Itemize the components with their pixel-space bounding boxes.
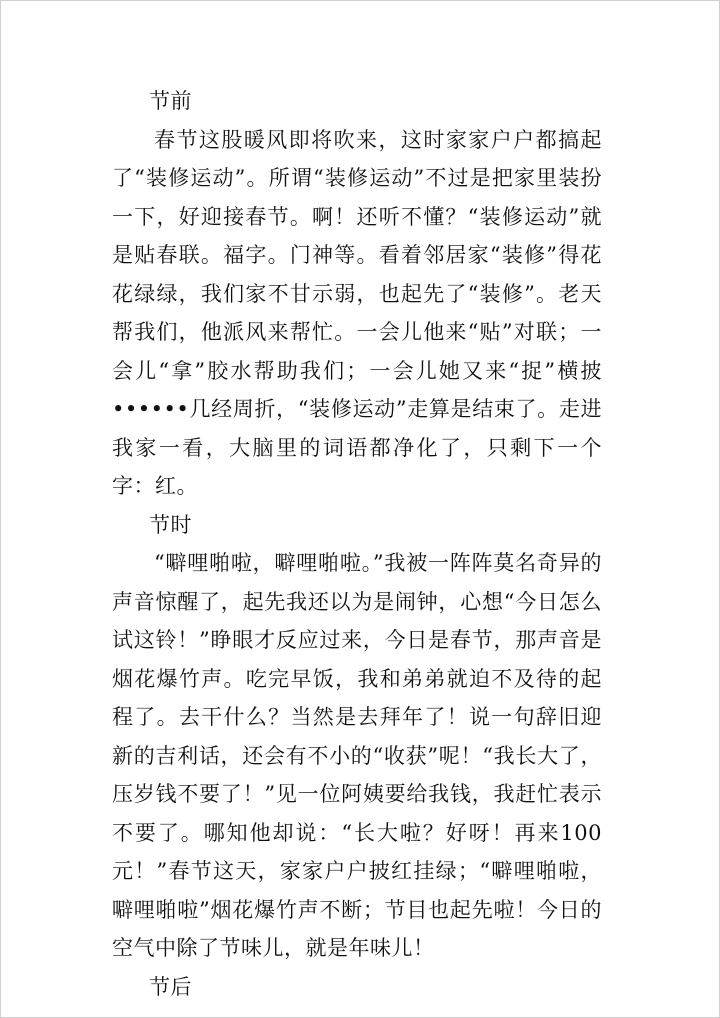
document-body <box>112 82 602 1006</box>
section-heading-before-festival: 节前 <box>149 89 192 113</box>
paragraph-before-festival: 春节这股暖风即将吹来，这时家家户户都搞起了“装修运动”。所谓“装修运动”不过是把家里装扮一下，好迎接春节。啊！还听不懂？“装修运动”就是贴春联。福字。门神等。看着邻居家“装修”得花花绿绿，我们家不甘示弱，也起先了“装修”。老天帮我们，他派风来帮忙。一会儿他来“贴”对联；一会儿“拿”胶水帮助我们；一会儿她又来“捉”横披••••••几经周折，“装修运动”走算是结束了。走进我家一看，大脑里的词语都净化了，只剩下一个字：红。 <box>112 127 602 498</box>
section-heading-during-festival: 节时 <box>149 512 192 537</box>
paragraph-during-festival: “噼哩啪啦，噼哩啪啦。”我被一阵阵莫名奇异的声音惊醒了，起先我还以为是闹钟，心想“今日怎么试这铃！”睁眼才反应过来，今日是春节，那声音是烟花爆竹声。吃完早饭，我和弟弟就迫不及待的起程了。去干什么？当然是去拜年了！说一句辞旧迎新的吉利话，还会有不小的“收获”呢！“我长大了，压岁钱不要了！”见一位阿姨要给我钱，我赶忙表示不要了。哪知他却说：“长大啦？好呀！再来100元！”春节这天，家家户户披红挂绿；“噼哩啪啦，噼哩啪啦”烟花爆竹声不断；节目也起先啦！今日的空气中除了节味儿，就是年味儿！ <box>112 551 602 960</box>
section-heading-after-festival: 节后 <box>149 974 192 999</box>
